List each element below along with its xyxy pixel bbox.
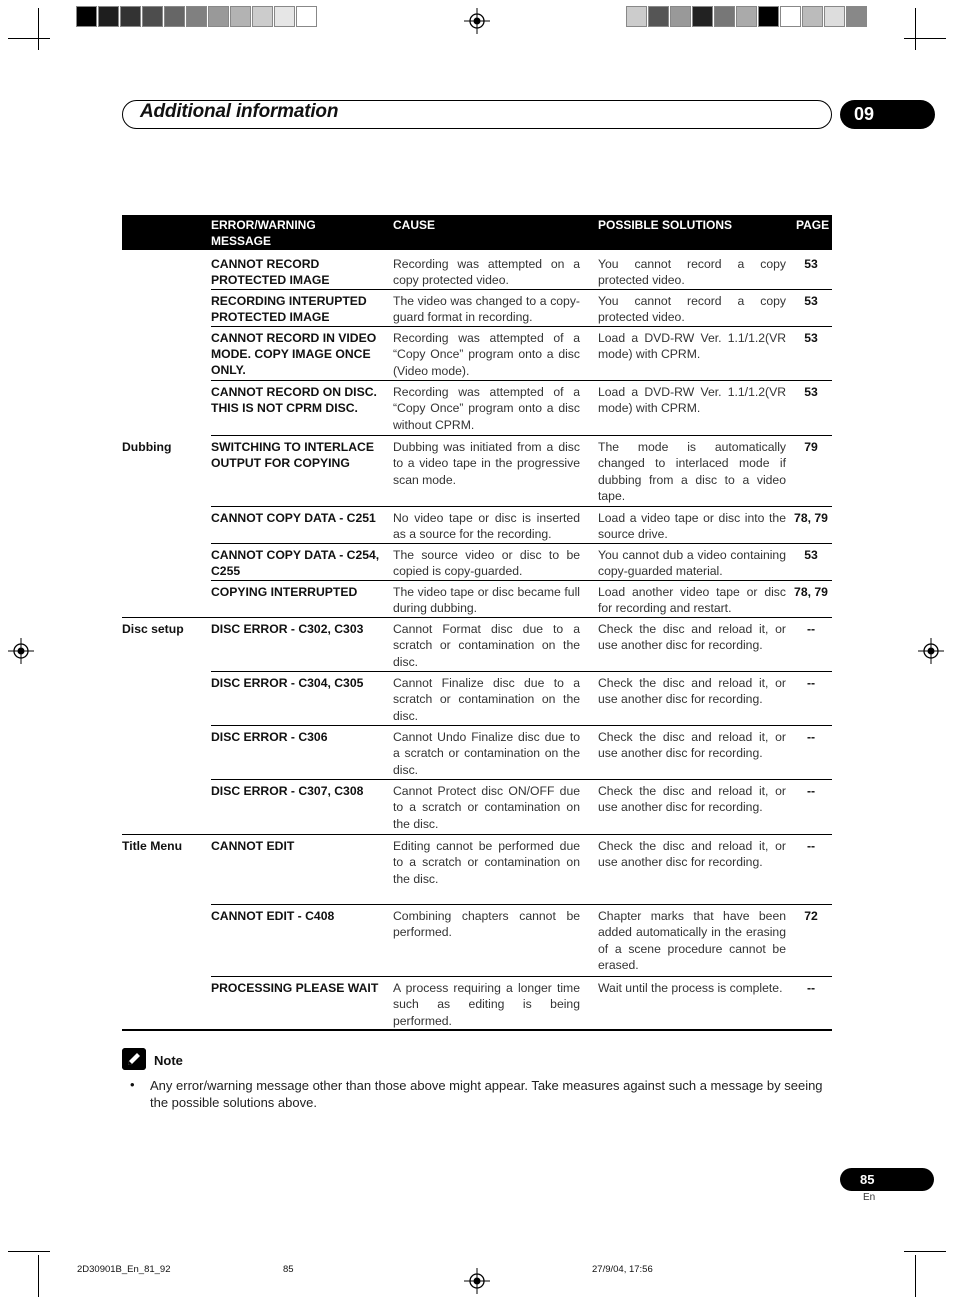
row-solution: Check the disc and reload it, or use another disc for recording. (598, 839, 786, 870)
row-page: 53 (804, 331, 818, 345)
row-page: -- (806, 784, 816, 798)
row-page: -- (806, 981, 816, 995)
crop-mark (915, 8, 916, 50)
color-swatch (846, 6, 867, 27)
color-bar-right (626, 6, 868, 28)
row-cause: Recording was attempted of a “Copy Once” program onto a disc (Video mode). (393, 331, 580, 378)
registration-mark-icon (918, 638, 944, 664)
row-cause: The video was changed to a copy-guard format in recording. (393, 294, 580, 325)
color-swatch (714, 6, 735, 27)
row-page: 53 (804, 257, 818, 271)
slug-date: 27/9/04, 17:56 (592, 1264, 653, 1275)
row-cause: Cannot Protect disc ON/OFF due to a scratch or contamination on the disc. (393, 784, 580, 831)
color-swatch (252, 6, 273, 27)
row-divider (122, 1029, 832, 1031)
row-error-message: CANNOT EDIT (211, 839, 295, 853)
column-header-message: ERROR/WARNING MESSAGE (211, 218, 316, 248)
crop-mark (904, 1251, 946, 1252)
row-error-message: CANNOT RECORD PROTECTED IMAGE (211, 257, 330, 287)
color-swatch (670, 6, 691, 27)
note-pencil-icon (122, 1048, 146, 1070)
table-row (122, 780, 832, 835)
table-row (122, 581, 832, 618)
table-row (122, 381, 832, 436)
page-number-badge: 85 (840, 1168, 934, 1191)
row-page: 78, 79 (794, 585, 828, 599)
table-row (122, 977, 832, 1031)
color-swatch (230, 6, 251, 27)
row-page: -- (806, 676, 816, 690)
row-error-message: DISC ERROR - C307, C308 (211, 784, 364, 798)
note-label: Note (154, 1053, 183, 1068)
slug-file-name: 2D30901B_En_81_92 (77, 1264, 171, 1275)
registration-mark-icon (464, 1268, 490, 1294)
row-solution: You cannot record a copy protected video. (598, 294, 786, 325)
row-cause: Dubbing was initiated from a disc to a video tape in the progressive scan mode. (393, 440, 580, 487)
row-category: Disc setup (122, 622, 184, 636)
row-error-message: CANNOT RECORD ON DISC. THIS IS NOT CPRM DISC. (211, 385, 377, 415)
table-row (122, 618, 832, 672)
row-page: 78, 79 (794, 511, 828, 525)
row-error-message: CANNOT COPY DATA - C251 (211, 511, 376, 525)
row-page: -- (806, 839, 816, 853)
row-error-message: DISC ERROR - C306 (211, 730, 328, 744)
row-error-message: PROCESSING PLEASE WAIT (211, 981, 379, 995)
row-error-message: CANNOT EDIT - C408 (211, 909, 335, 923)
row-solution: Chapter marks that have been added automatically in the erasing of a scene procedure cannot be erased. (598, 909, 786, 972)
row-error-message: SWITCHING TO INTERLACE OUTPUT FOR COPYING (211, 440, 374, 470)
table-row (122, 327, 832, 381)
row-error-message: DISC ERROR - C302, C303 (211, 622, 364, 636)
row-page: -- (806, 730, 816, 744)
row-error-message: CANNOT RECORD IN VIDEO MODE. COPY IMAGE ONCE ONLY. (211, 331, 377, 377)
row-page: 53 (804, 385, 818, 399)
color-swatch (98, 6, 119, 27)
note-bullet: • (130, 1077, 135, 1092)
row-page: 79 (804, 440, 818, 454)
row-cause: Recording was attempted on a copy protected video. (393, 257, 580, 288)
row-cause: Recording was attempted of a “Copy Once” program onto a disc without CPRM. (393, 385, 580, 432)
crop-mark (8, 1251, 50, 1252)
table-row (122, 507, 832, 544)
chapter-number-badge: 09 (840, 100, 935, 129)
row-cause: Cannot Undo Finalize disc due to a scratch or contamination on the disc. (393, 730, 580, 777)
color-swatch (120, 6, 141, 27)
row-solution: Load a DVD-RW Ver. 1.1/1.2(VR mode) with CPRM. (598, 331, 786, 362)
row-error-message: DISC ERROR - C304, C305 (211, 676, 364, 690)
color-swatch (780, 6, 801, 27)
row-cause: Editing cannot be performed due to a scratch or contamination on the disc. (393, 839, 580, 886)
table-row (122, 436, 832, 507)
color-swatch (296, 6, 317, 27)
row-cause: Combining chapters cannot be performed. (393, 909, 580, 940)
column-header-page: PAGE (796, 218, 830, 232)
row-solution: Check the disc and reload it, or use another disc for recording. (598, 730, 786, 761)
row-solution: Load a DVD-RW Ver. 1.1/1.2(VR mode) with CPRM. (598, 385, 786, 416)
color-swatch (208, 6, 229, 27)
row-page: 53 (804, 548, 818, 562)
color-swatch (186, 6, 207, 27)
row-cause: No video tape or disc is inserted as a source for the recording. (393, 511, 580, 542)
table-row (122, 544, 832, 581)
error-message-table (122, 215, 832, 1028)
row-error-message: CANNOT COPY DATA - C254, C255 (211, 548, 380, 578)
color-swatch (736, 6, 757, 27)
table-row (122, 290, 832, 327)
color-swatch (142, 6, 163, 27)
row-solution: Check the disc and reload it, or use another disc for recording. (598, 676, 786, 707)
color-swatch (758, 6, 779, 27)
row-solution: Load a video tape or disc into the source drive. (598, 511, 786, 542)
section-title: Additional information (140, 101, 339, 122)
color-swatch (76, 6, 97, 27)
row-solution: You cannot record a copy protected video. (598, 257, 786, 288)
table-row (122, 905, 832, 977)
crop-mark (38, 1255, 39, 1297)
language-code: En (863, 1192, 876, 1203)
row-cause: The video tape or disc became full during dubbing. (393, 585, 580, 616)
column-header-solutions: POSSIBLE SOLUTIONS (598, 218, 733, 232)
color-swatch (648, 6, 669, 27)
table-row (122, 253, 832, 290)
crop-mark (8, 38, 50, 39)
table-row (122, 672, 832, 726)
row-page: 72 (804, 909, 818, 923)
note-text: Any error/warning message other than those above might appear. Take measures against such a message by seeing the possible solutions above. (150, 1078, 823, 1110)
table-row (122, 835, 832, 905)
color-swatch (274, 6, 295, 27)
row-error-message: RECORDING INTERUPTED PROTECTED IMAGE (211, 294, 367, 324)
row-category: Dubbing (122, 440, 172, 454)
row-solution: The mode is automatically changed to interlaced mode if dubbing from a disc to a video tape. (598, 440, 786, 503)
row-cause: Cannot Finalize disc due to a scratch or contamination on the disc. (393, 676, 580, 723)
crop-mark (904, 38, 946, 39)
table-row (122, 726, 832, 780)
color-swatch (164, 6, 185, 27)
row-solution: You cannot dub a video containing copy-guarded material. (598, 548, 786, 579)
color-bar-left (76, 6, 318, 28)
color-swatch (824, 6, 845, 27)
row-solution: Check the disc and reload it, or use another disc for recording. (598, 622, 786, 653)
column-header-cause: CAUSE (393, 218, 436, 232)
row-cause: Cannot Format disc due to a scratch or contamination on the disc. (393, 622, 580, 669)
row-solution: Load another video tape or disc for recording and restart. (598, 585, 786, 616)
color-swatch (802, 6, 823, 27)
row-page: 53 (804, 294, 818, 308)
row-solution: Wait until the process is complete. (598, 981, 783, 995)
row-category: Title Menu (122, 839, 183, 853)
row-error-message: COPYING INTERRUPTED (211, 585, 358, 599)
color-swatch (626, 6, 647, 27)
row-page: -- (806, 622, 816, 636)
row-cause: The source video or disc to be copied is copy-guarded. (393, 548, 580, 579)
row-solution: Check the disc and reload it, or use another disc for recording. (598, 784, 786, 815)
registration-mark-icon (8, 638, 34, 664)
table-header (122, 215, 832, 250)
registration-mark-icon (464, 8, 490, 34)
slug-page: 85 (283, 1264, 294, 1275)
color-swatch (692, 6, 713, 27)
crop-mark (915, 1255, 916, 1297)
row-cause: A process requiring a longer time such as editing is being performed. (393, 981, 580, 1028)
crop-mark (38, 8, 39, 50)
